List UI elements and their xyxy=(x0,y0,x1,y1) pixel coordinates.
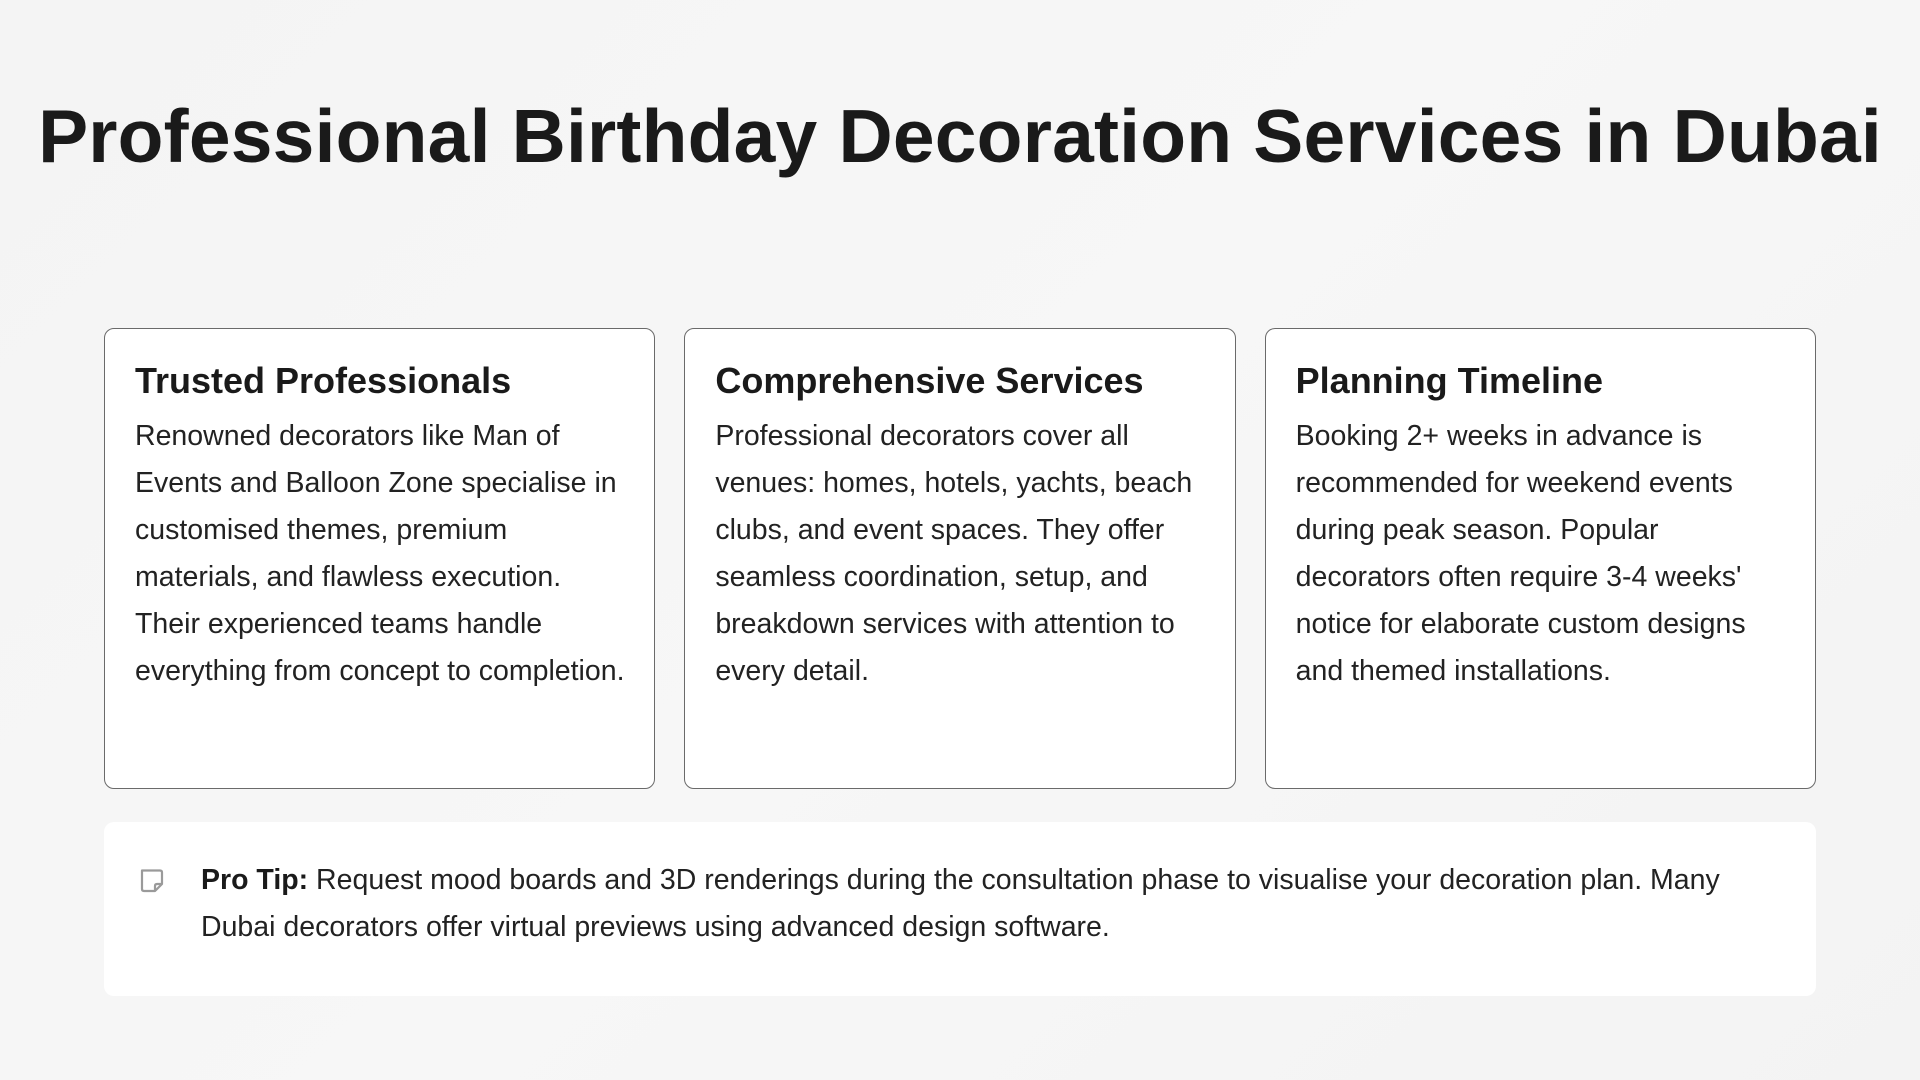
card-title: Comprehensive Services xyxy=(715,360,1144,401)
card-trusted-professionals xyxy=(104,328,655,789)
pro-tip-text xyxy=(201,857,1766,951)
card-title: Planning Timeline xyxy=(1295,360,1604,401)
page-title: Professional Birthday Decoration Services in Dubai xyxy=(38,94,1882,178)
card-body: Booking 2+ weeks in advance is recommended for weekend events during peak season. Popular decorators often require 3-4 weeks' notice for elaborate custom designs and themed installations. xyxy=(1295,420,1746,687)
pro-tip-body: Request mood boards and 3D renderings during the consultation phase to visualise your decoration plan. Many Dubai decorators offer virtual previews using advanced design software. xyxy=(201,864,1720,943)
card-body: Professional decorators cover all venues: homes, hotels, yachts, beach clubs, and event spaces. They offer seamless coordination, setup, and breakdown services with attention to every detail. xyxy=(715,420,1193,687)
feature-cards xyxy=(104,328,1816,789)
pro-tip-box xyxy=(104,822,1816,996)
card-comprehensive-services xyxy=(684,328,1235,789)
pro-tip-label: Pro Tip: xyxy=(201,864,309,896)
card-planning-timeline xyxy=(1265,328,1816,789)
card-body: Renowned decorators like Man of Events and Balloon Zone specialise in customised themes, premium materials, and flawless execution. Their experienced teams handle everything from concept to completion. xyxy=(135,420,625,687)
card-title: Trusted Professionals xyxy=(135,360,512,401)
note-icon xyxy=(138,867,166,895)
